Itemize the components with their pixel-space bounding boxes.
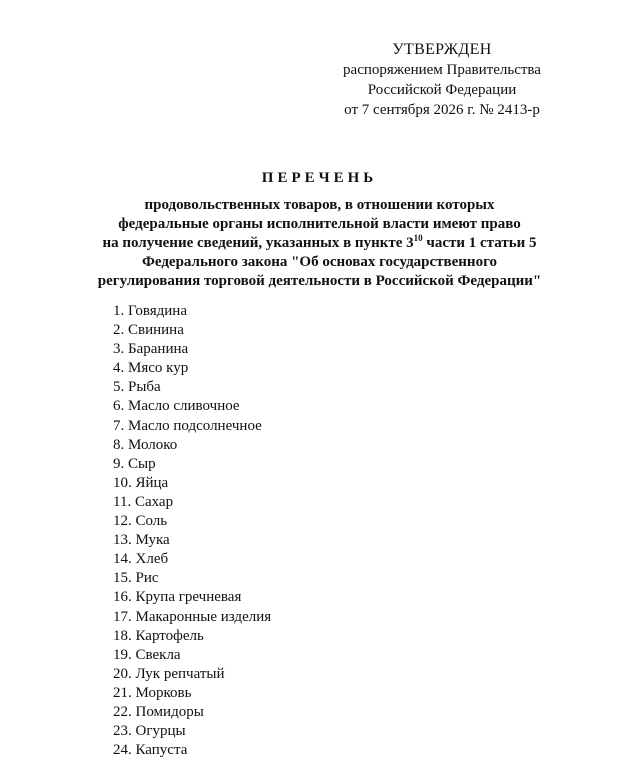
list-item: 7. Масло подсолнечное xyxy=(113,417,262,434)
list-item: 24. Капуста xyxy=(113,742,188,759)
list-item: 11. Сахар xyxy=(113,493,174,510)
approval-date: от 7 сентября 2026 г. № 2413-р xyxy=(344,102,540,118)
list-item: 4. Мясо кур xyxy=(113,360,189,377)
document-subtitle xyxy=(60,196,579,291)
list-item: 6. Масло сливочное xyxy=(113,398,240,415)
subtitle-line-3-end: части 1 статьи 5 xyxy=(422,235,537,251)
subtitle-line-1: продовольственных товаров, в отношении которых xyxy=(144,197,495,213)
subtitle-line-5: регулирования торговой деятельности в Российской Федерации" xyxy=(97,273,542,289)
list-item: 1. Говядина xyxy=(113,303,187,319)
list-item: 16. Крупа гречневая xyxy=(113,589,242,606)
list-item: 20. Лук репчатый xyxy=(113,665,225,682)
list-item: 18. Картофель xyxy=(113,627,204,644)
goods-list xyxy=(113,302,271,760)
list-item: 3. Баранина xyxy=(113,341,189,358)
list-item: 21. Морковь xyxy=(113,684,192,701)
approval-title: УТВЕРЖДЕН xyxy=(392,41,492,58)
list-item: 10. Яйца xyxy=(113,474,169,491)
subtitle-line-4: Федерального закона "Об основах государственного xyxy=(141,254,498,270)
subtitle-line-2: федеральные органы исполнительной власти имеют право xyxy=(118,216,521,232)
list-item: 17. Макаронные изделия xyxy=(113,608,272,625)
list-item: 19. Свекла xyxy=(113,646,181,663)
list-item: 15. Рис xyxy=(113,570,159,587)
list-item: 9. Сыр xyxy=(113,455,156,472)
document-title: ПЕРЕЧЕНЬ xyxy=(261,170,378,186)
list-item: 8. Молоко xyxy=(113,436,178,453)
subtitle-line-3-start: на получение сведений, указанных в пункте 3 xyxy=(102,235,414,251)
subtitle-superscript: 10 xyxy=(413,233,423,243)
list-item: 22. Помидоры xyxy=(113,703,204,720)
approval-line-1: распоряжением Правительства xyxy=(343,62,541,78)
list-item: 12. Соль xyxy=(113,513,168,530)
list-item: 2. Свинина xyxy=(113,322,184,339)
list-item: 5. Рыба xyxy=(113,379,161,396)
list-item: 13. Мука xyxy=(113,532,170,549)
approval-stamp xyxy=(327,40,557,120)
approval-line-2: Российской Федерации xyxy=(367,82,517,98)
list-item: 23. Огурцы xyxy=(113,723,186,740)
subtitle-line-3 xyxy=(60,234,579,253)
list-item: 14. Хлеб xyxy=(113,551,169,568)
